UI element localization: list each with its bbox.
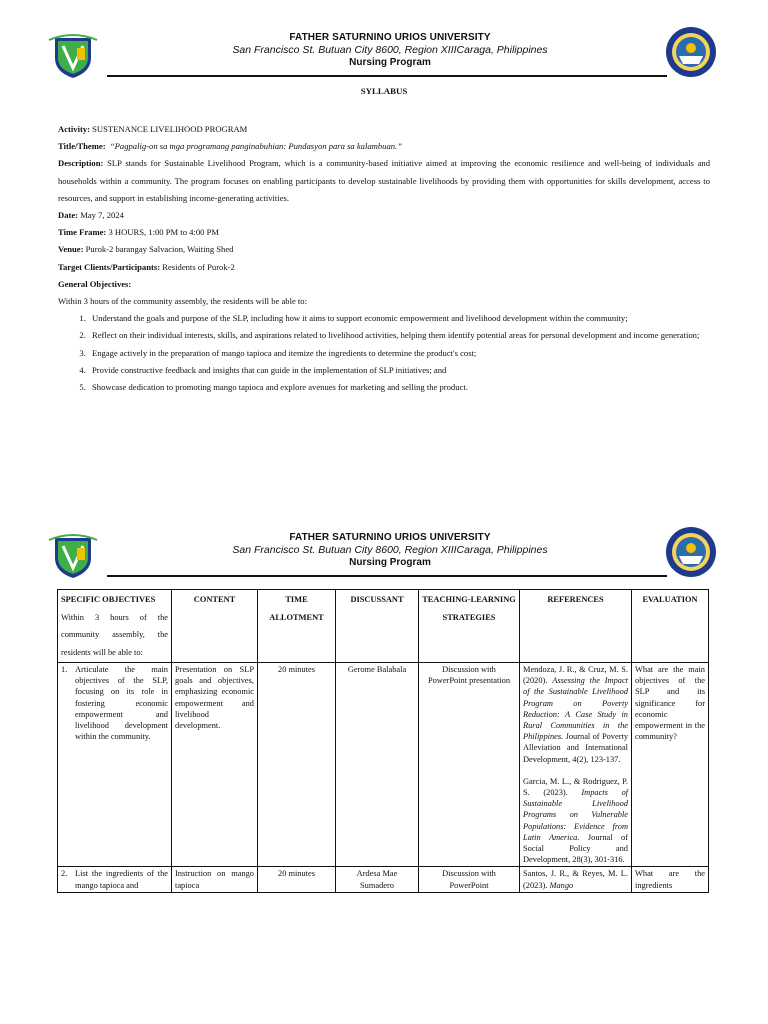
timeframe-label: Time Frame:: [58, 227, 107, 238]
col-header-content: CONTENT: [172, 590, 258, 663]
cell-content: Presentation on SLP goals and objectives, emphasizing economic empowerment and livelihood development.: [172, 663, 258, 867]
col-header-evaluation: EVALUATION: [632, 590, 709, 663]
nursing-program-seal-logo: [665, 526, 717, 578]
cell-content: Instruction on mango tapioca: [172, 867, 258, 892]
cell-references: [520, 867, 632, 892]
col-header-discussant: DISCUSSANT: [336, 590, 419, 663]
university-name: FATHER SATURNINO URIOS UNIVERSITY: [289, 532, 491, 543]
letterhead: [0, 0, 768, 80]
university-name: FATHER SATURNINO URIOS UNIVERSITY: [289, 32, 491, 43]
table-row: [58, 663, 709, 867]
activity-info: [58, 121, 710, 396]
cell-strategy: Discussion with PowerPoint presentation: [419, 663, 520, 867]
date-value: May 7, 2024: [80, 210, 124, 221]
header-intro: Within 3 hours of the community assembly, the residents will be able to:: [61, 612, 168, 657]
university-seal-logo: [47, 32, 99, 80]
activity-value: SUSTENANCE LIVELIHOOD PROGRAM: [92, 124, 248, 134]
program-name: Nursing Program: [349, 557, 431, 568]
objective-item: 5. Showcase dedication to promoting mango tapioca and explore avenues for marketing and selling the product.: [88, 379, 710, 396]
theme-value: “Pagpalig-on sa mga programang panginabuhian: Pundasyon para sa kalambuan.”: [109, 141, 402, 152]
reference-authors: Mendoza, J. R., & Cruz, M. S. (2020).: [523, 665, 628, 686]
syllabus-page-2: [0, 500, 768, 1024]
reference-authors: Santos, J. R., & Reyes, M. L. (2023).: [523, 869, 628, 890]
syllabus-table-wrapper: [57, 589, 708, 893]
cell-time: 20 minutes: [258, 867, 336, 892]
cell-references: [520, 663, 632, 867]
cell-objective: [58, 663, 172, 867]
syllabus-page-1: [0, 0, 768, 500]
cell-discussant: Gerome Balabala: [336, 663, 419, 867]
theme-label: Title/Theme:: [58, 141, 106, 152]
col-header-teaching-strategies: TEACHING-LEARNING STRATEGIES: [419, 590, 520, 663]
reference-source: Journal of Social Policy and Development, 28(3), 301-316.: [523, 832, 628, 865]
cell-evaluation: What are the main objectives of the SLP and its significance for economic empowerment in the community?: [632, 663, 709, 867]
theme-line: [58, 138, 710, 155]
timeframe-line: [58, 224, 710, 241]
reference-source: Journal of Poverty Alleviation and International Development, 4(2), 123-137.: [523, 732, 629, 764]
row-number: 2.: [61, 869, 68, 879]
row-number: 1.: [61, 665, 68, 674]
cell-time: 20 minutes: [258, 663, 336, 867]
reference-title: Assessing the Impact of the Sustainable Livelihood Program on Poverty Reduction: A Case Study in Rural Communities in the Philippines.: [523, 676, 629, 742]
objective-item: 3. Engage actively in the preparation of mango tapioca and itemize the ingredients to determine the product's cost;: [88, 345, 710, 362]
objective-text: Articulate the main objectives of the SLP, focusing on its role in fostering economic empowerment and livelihood development within the community.: [75, 665, 168, 742]
date-label: Date:: [58, 210, 79, 221]
date-line: [58, 207, 710, 224]
activity-label: Activity:: [58, 124, 90, 134]
description-line: [58, 155, 710, 207]
venue-label: Venue:: [58, 244, 84, 255]
cell-strategy: Discussion with PowerPoint: [419, 867, 520, 892]
objective-item: 4. Provide constructive feedback and insights that can guide in the implementation of SLP initiatives; and: [88, 362, 710, 379]
col-header-specific-objectives: [58, 590, 172, 663]
nursing-program-seal-logo: [665, 26, 717, 78]
clients-label: Target Clients/Participants:: [58, 261, 161, 272]
clients-line: [58, 259, 710, 276]
description-value: SLP stands for Sustainable Livelihood Program, which is a community-based initiative aimed at improving the economic resilience and well-being of individuals and households within a community. The program focuses on enabling participants to develop sustainable livelihoods by providing them with opportunities for skills development, access to resources, and support in establishing income-generating activities.: [58, 158, 710, 203]
table-row: [58, 867, 709, 892]
reference-authors: Garcia, M. L., & Rodriguez, P. S. (2023).: [523, 776, 628, 798]
activity-line: [58, 121, 710, 138]
objectives-list: [58, 310, 710, 396]
university-address: San Francisco St. Butuan City 8600, Region XIIICaraga, Philippines: [232, 544, 548, 556]
clients-value: Residents of Purok-2: [162, 261, 235, 272]
objectives-intro: Within 3 hours of the community assembly, the residents will be able to:: [58, 296, 307, 307]
reference-title: Mango: [549, 880, 574, 890]
header-label: SPECIFIC OBJECTIVES: [61, 595, 156, 604]
header-rule: [107, 575, 667, 577]
letterhead: [0, 500, 768, 580]
cell-evaluation: What are the ingredients: [632, 867, 709, 892]
venue-line: [58, 241, 710, 258]
objectives-label: General Objectives:: [58, 278, 132, 289]
program-name: Nursing Program: [349, 57, 431, 68]
objective-item: 2. Reflect on their individual interests, skills, and aspirations related to livelihood activities, helping them identify potential areas for personal development and income generation;: [88, 327, 710, 344]
objectives-heading: [58, 276, 710, 293]
syllabus-table: [57, 589, 709, 893]
university-seal-logo: [47, 532, 99, 580]
col-header-references: REFERENCES: [520, 590, 632, 663]
cell-objective: [58, 867, 172, 892]
university-address: San Francisco St. Butuan City 8600, Region XIIICaraga, Philippines: [232, 44, 548, 56]
cell-discussant: Ardesa Mae Sumadero: [336, 867, 419, 892]
header-rule: [107, 75, 667, 77]
timeframe-value: 3 HOURS, 1:00 PM to 4:00 PM: [108, 227, 219, 238]
venue-value: Purok-2 barangay Salvacion, Waiting Shed: [85, 244, 234, 255]
col-header-time: TIME ALLOTMENT: [258, 590, 336, 663]
table-header-row: [58, 590, 709, 663]
document-title: SYLLABUS: [360, 86, 408, 96]
objective-text: List the ingredients of the mango tapioca and: [75, 869, 168, 890]
objective-item: 1. Understand the goals and purpose of the SLP, including how it aims to support economic empowerment and livelihood development within the community;: [88, 310, 710, 327]
reference-title: Impacts of Sustainable Livelihood Programs on Vulnerable Populations: Evidence from Latin America.: [523, 788, 628, 842]
description-label: Description:: [58, 158, 104, 169]
